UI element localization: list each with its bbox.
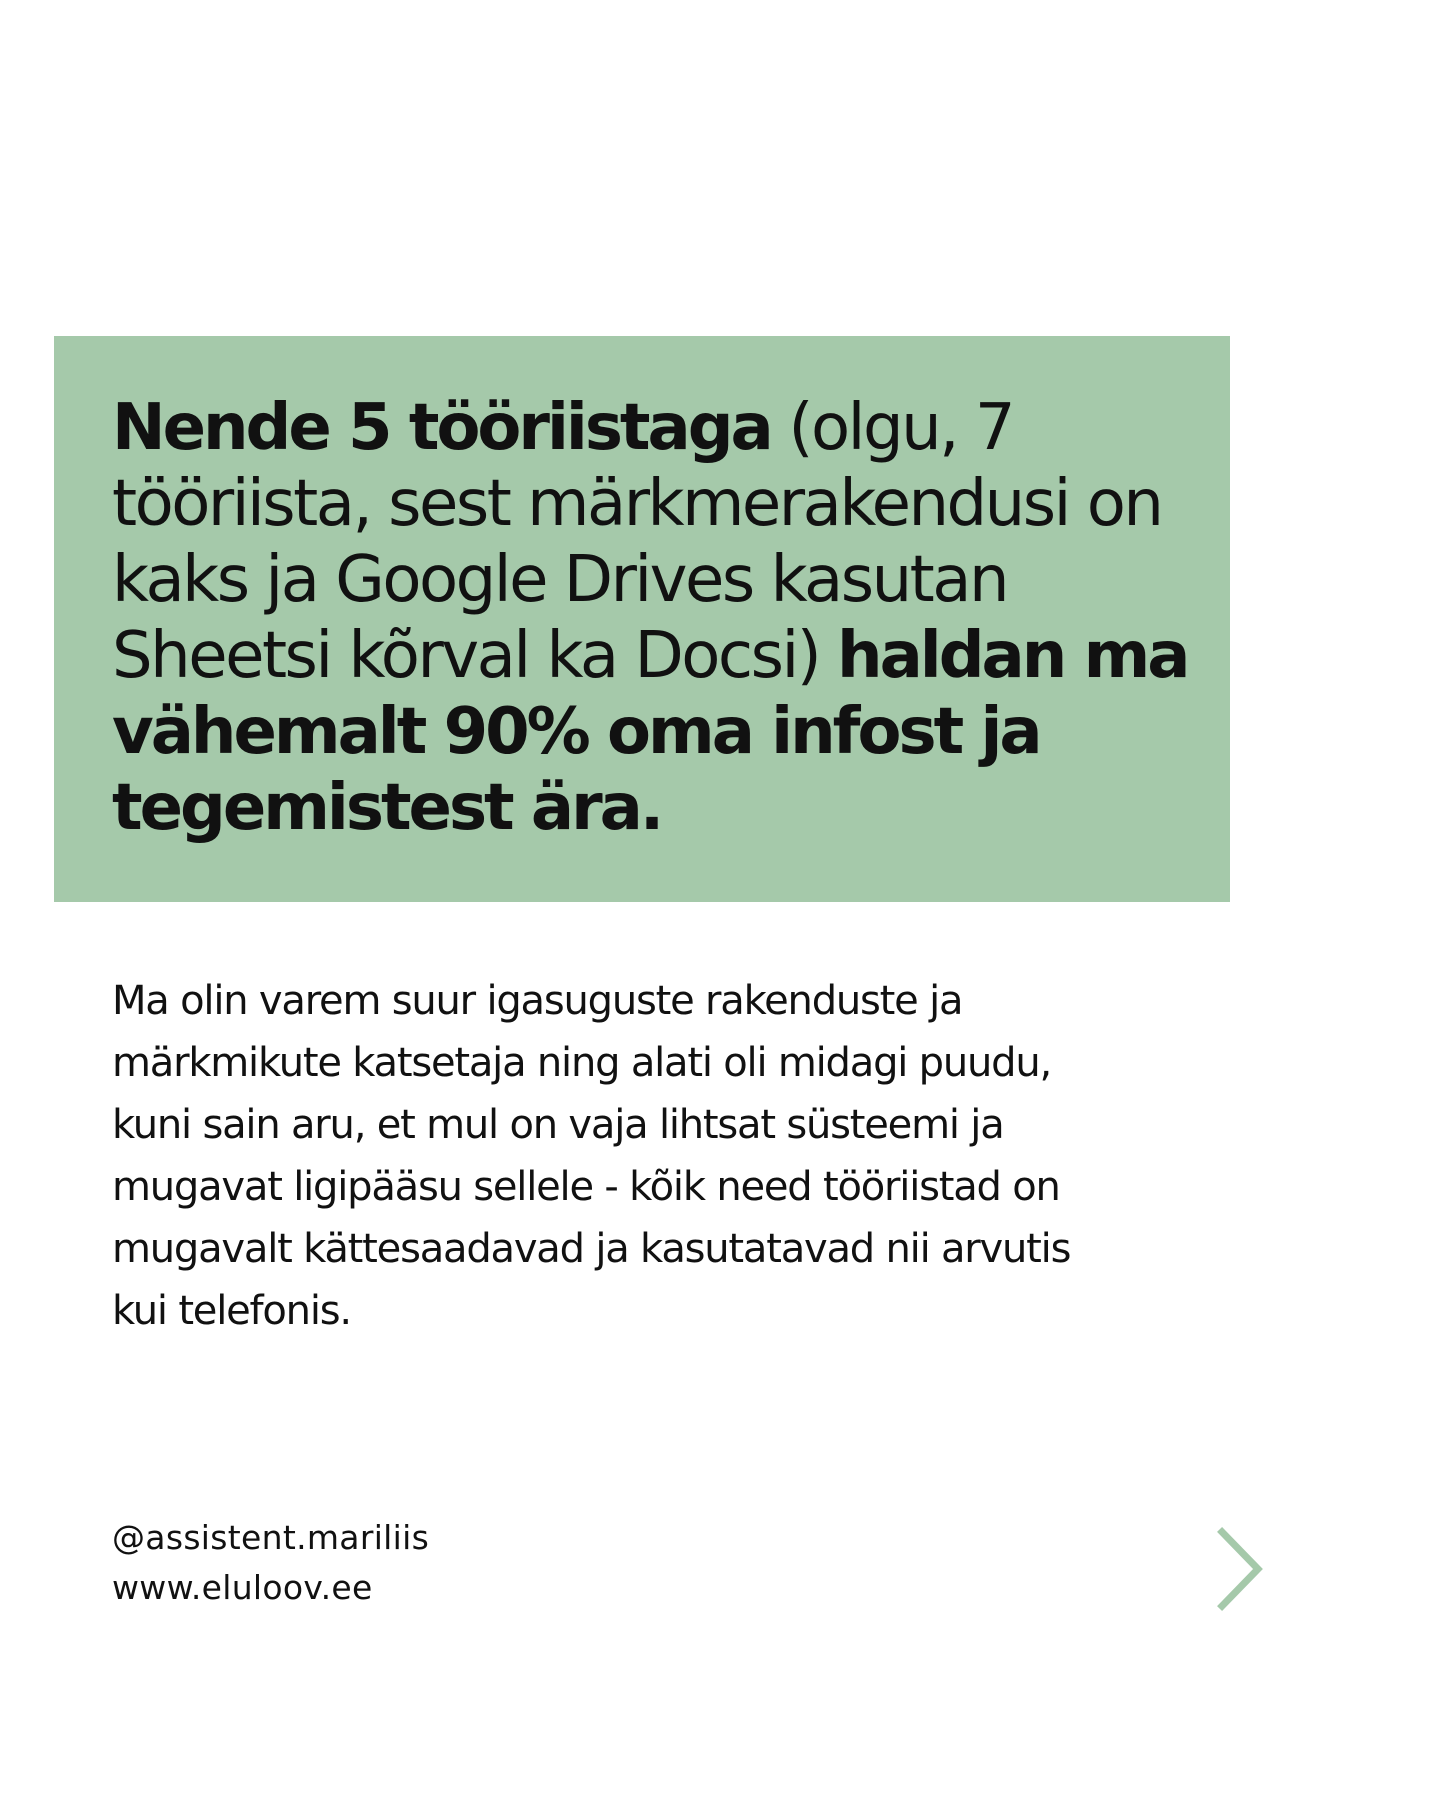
website-link[interactable]: www.eluloov.ee xyxy=(112,1568,373,1607)
headline-bold-start: Nende 5 tööriistaga xyxy=(112,391,771,465)
headline xyxy=(112,390,1212,846)
body-paragraph xyxy=(112,970,1212,1342)
headline-regular-middle: (olgu, 7 tööriista, sest märkmerakendusi on kaks ja Google Drives kasutan Sheetsi kõrval ka Docsi) xyxy=(112,391,1162,693)
chevron-right-icon[interactable] xyxy=(1212,1524,1268,1614)
body-line: märkmikute katsetaja ning alati oli midagi puudu, xyxy=(112,1040,1052,1086)
headline-bold-end: haldan ma vähemalt 90% oma infost ja tegemistest ära. xyxy=(112,619,1188,845)
body-line: mugavat ligipääsu sellele - kõik need tööriistad on xyxy=(112,1164,1060,1210)
body-line: Ma olin varem suur igasuguste rakenduste ja xyxy=(112,978,963,1024)
body-line: mugavalt kättesaadavad ja kasutatavad nii arvutis xyxy=(112,1226,1071,1272)
footer-credits xyxy=(112,1513,429,1613)
body-line: kui telefonis. xyxy=(112,1288,351,1334)
instagram-handle: @assistent.mariliis xyxy=(112,1518,430,1557)
body-line: kuni sain aru, et mul on vaja lihtsat süsteemi ja xyxy=(112,1102,1004,1148)
